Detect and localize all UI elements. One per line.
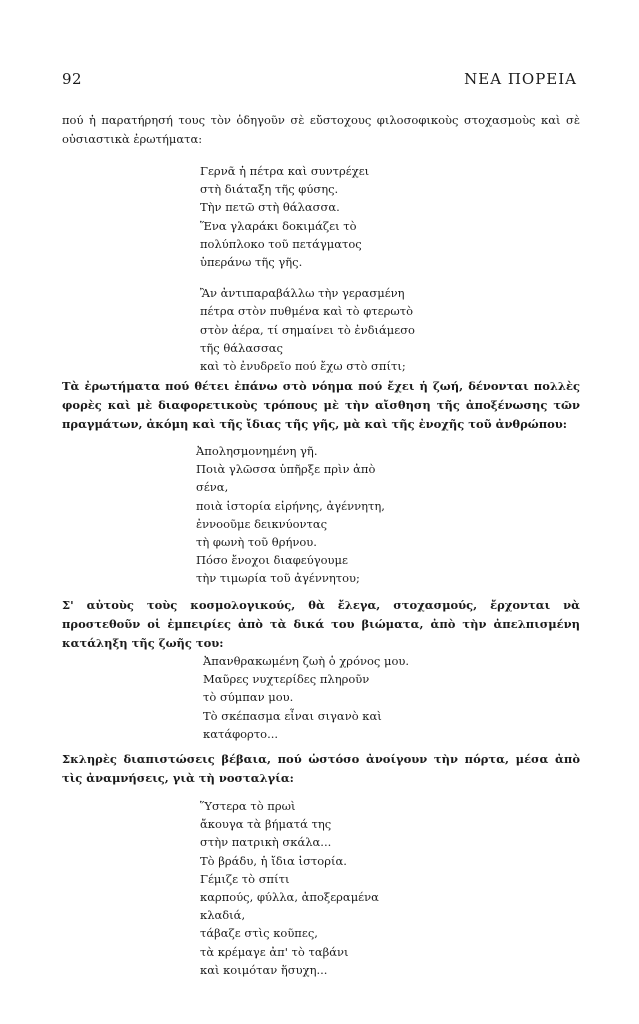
- poem-charred-life: [203, 652, 409, 743]
- poem-line: καρπούς, φύλλα, ἀποξεραμένα: [200, 890, 379, 905]
- poem-line: τὴ φωνὴ τοῦ θρήνου.: [196, 535, 317, 550]
- poem-line: Ἂν ἀντιπαραβάλλω τὴν γερασμένη: [200, 286, 405, 301]
- poem-line: τὸ σύμπαν μου.: [203, 690, 294, 705]
- poem-line: ποιὰ ἱστορία εἰρήνης, ἀγέννητη,: [196, 498, 385, 513]
- poem-line: σένα,: [196, 480, 229, 495]
- poem-line: τὴν τιμωρία τοῦ ἀγέννητου;: [196, 571, 360, 586]
- poem-line: τὰ κρέμαγε ἀπ' τὸ ταβάνι: [200, 944, 349, 959]
- journal-title: ΝΕΑ ΠΟΡΕΙΑ: [464, 70, 577, 88]
- poem-stone: [200, 162, 415, 375]
- poem-line: πέτρα στὸν πυθμένα καὶ τὸ φτερωτὸ: [200, 304, 414, 319]
- paragraph-intro: πού ἡ παρατήρησή τους τὸν ὁδηγοῦν σὲ εὔστοχους φιλοσοφικοὺς στοχασμοὺς καὶ σὲ οὐσιαστικὰ ἐρωτήματα:: [62, 113, 580, 146]
- poem-line: Ἀπολησμονημένη γῆ.: [196, 444, 318, 458]
- poem-line: κλαδιά,: [200, 908, 246, 923]
- poem-line: Ἀπανθρακωμένη ζωὴ ὁ χρόνος μου.: [203, 654, 410, 668]
- poem-line: Ἕνα γλαράκι δοκιμάζει τὸ: [200, 218, 357, 233]
- stanza-break: [200, 271, 415, 284]
- poem-line: Ποιὰ γλῶσσα ὑπῆρξε πρὶν ἀπὸ: [196, 462, 376, 477]
- poem-line: Μαῦρες νυχτερίδες πληροῦν: [203, 672, 370, 687]
- poem-line: τῆς θάλασσας: [200, 340, 283, 355]
- poem-line: Γέμιζε τὸ σπίτι: [200, 871, 290, 886]
- poem-forgotten-earth: [196, 442, 385, 588]
- poem-line: στὴ διάταξη τῆς φύσης.: [200, 182, 339, 197]
- paragraph-nostalgia: Σκληρὲς διαπιστώσεις βέβαια, πού ὡστόσο ἀνοίγουν τὴν πόρτα, μέσα ἀπὸ τὶς ἀναμνήσεις, γιὰ τὴ νοσταλγία:: [62, 752, 580, 785]
- poem-line: καὶ τὸ ἐνυδρεῖο πού ἔχω στὸ σπίτι;: [200, 359, 406, 374]
- poem-line: κατάφορτο...: [203, 726, 279, 741]
- poem-line: Πόσο ἔνοχοι διαφεύγουμε: [196, 553, 348, 568]
- poem-mother: [200, 797, 379, 979]
- poem-line: Τὴν πετῶ στὴ θάλασσα.: [200, 200, 340, 215]
- poem-line: τάβαζε στὶς κοῦπες,: [200, 926, 318, 941]
- poem-line: Γερνᾶ ἡ πέτρα καὶ συντρέχει: [200, 164, 370, 178]
- poem-line: Τὸ σκέπασμα εἶναι σιγανὸ καὶ: [203, 708, 382, 723]
- page-number: 92: [62, 70, 83, 88]
- poem-line: στὴν πατρικὴ σκάλα...: [200, 835, 332, 850]
- poem-line: ὑπεράνω τῆς γῆς.: [200, 255, 303, 270]
- poem-line: Ὕστερα τὸ πρωὶ: [200, 799, 296, 813]
- poem-line: Τὸ βράδυ, ἡ ἴδια ἱστορία.: [200, 853, 347, 868]
- poem-line: ἐννοοῦμε δεικνύοντας: [196, 516, 328, 531]
- poem-line: στὸν ἀέρα, τί σημαίνει τὸ ἐνδιάμεσο: [200, 322, 415, 337]
- paragraph-questions: Τὰ ἐρωτήματα πού θέτει ἐπάνω στὸ νόημα πού ἔχει ἡ ζωή, δένονται πολλὲς φορὲς καὶ μὲ διαφορετικοὺς τρόπους μὲ τὴν αἴσθηση τῆς ἀποξένωσης τῶν πραγμάτων, ἀκόμη καὶ τῆς ἴδιας τῆς γῆς, μὰ καὶ τῆς ἐνοχῆς τοῦ ἀνθρώπου:: [62, 379, 580, 431]
- poem-line: πολύπλοκο τοῦ πετάγματος: [200, 236, 362, 251]
- poem-line: ἄκουγα τὰ βήματά της: [200, 817, 332, 832]
- poem-line: καὶ κοιμόταν ἥσυχη...: [200, 962, 328, 977]
- paragraph-cosmological: Σ' αὐτοὺς τοὺς κοσμολογικούς, θὰ ἔλεγα, στοχασμούς, ἔρχονται νὰ προστεθοῦν οἱ ἐμπειρίες ἀπὸ τὰ δικά του βιώματα, ἀπὸ τὴν ἀπελπισμένη κατάληξη τῆς ζωῆς του:: [62, 598, 580, 650]
